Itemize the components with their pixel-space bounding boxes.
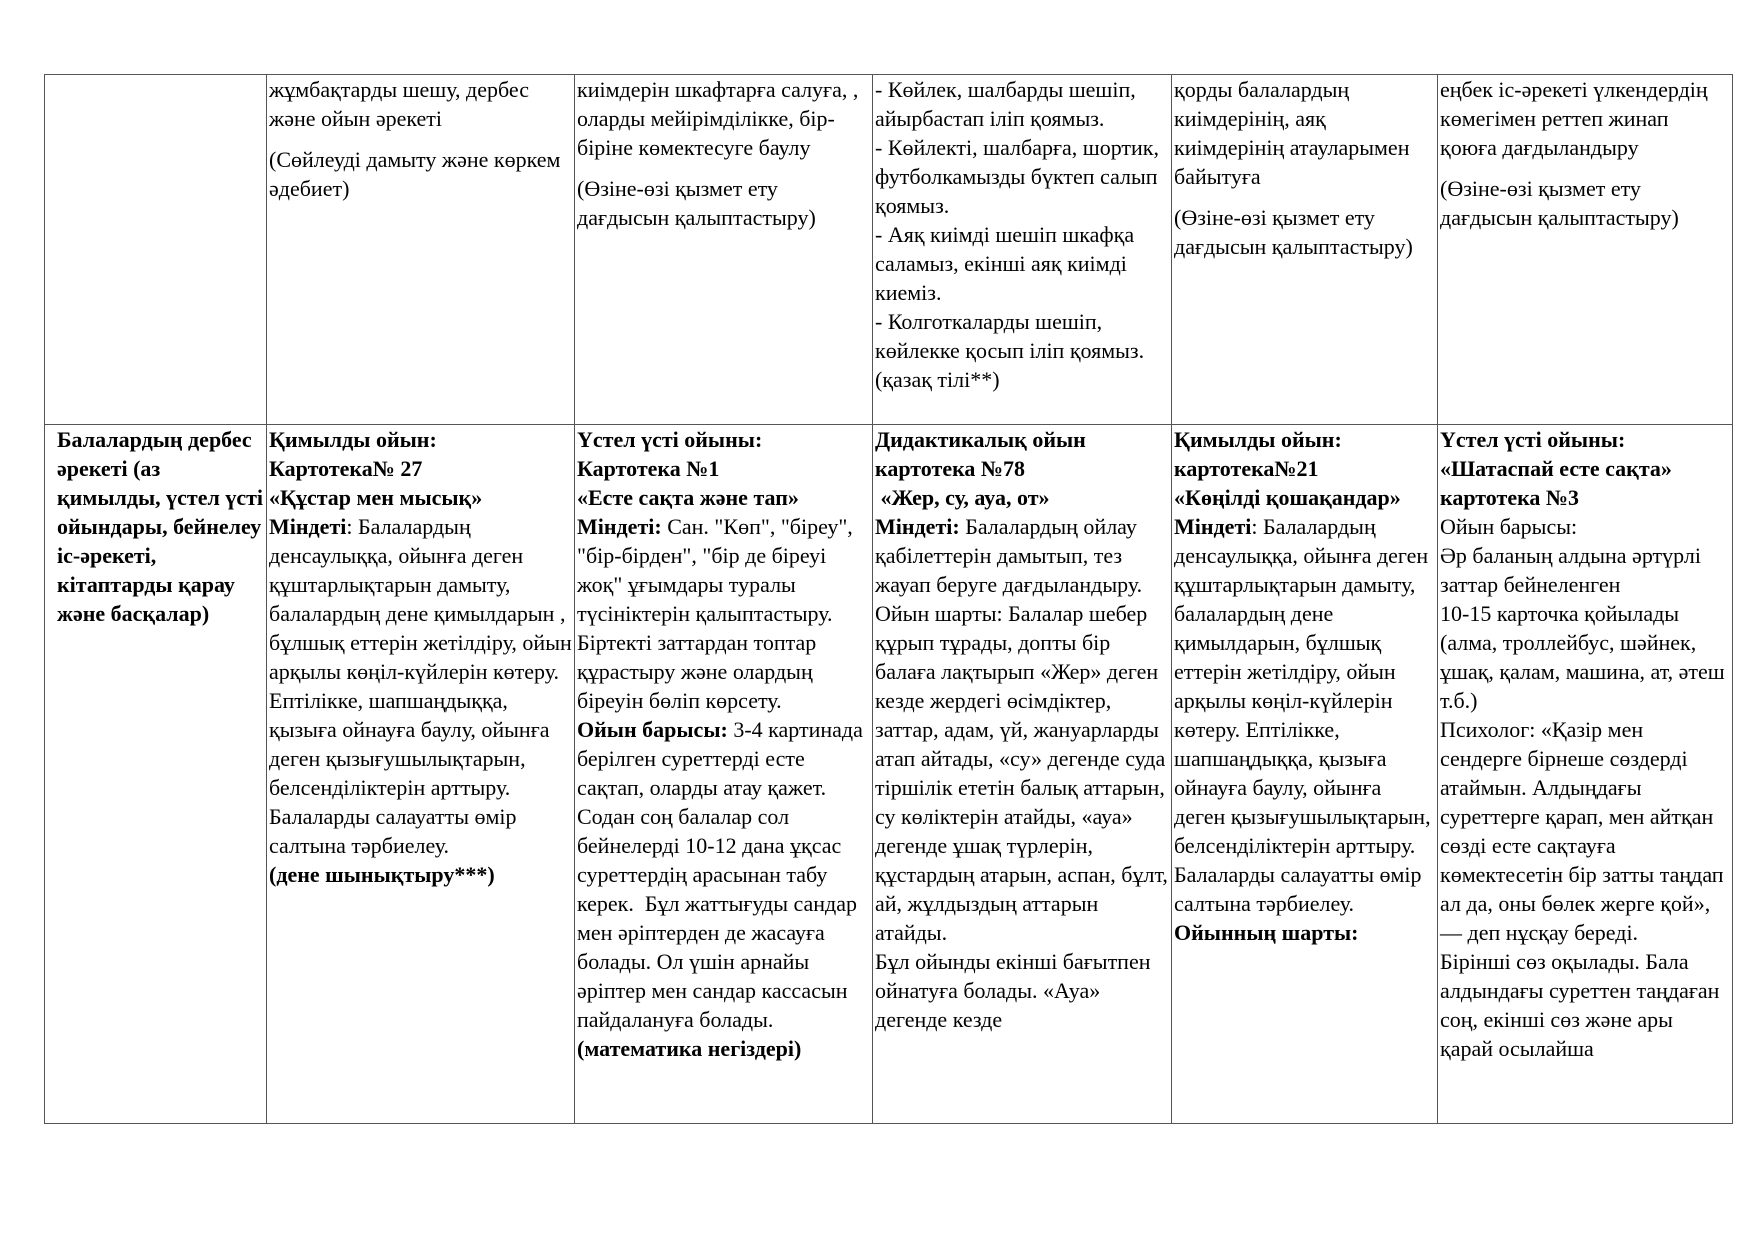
task-paragraph [875,512,1169,599]
cell-subject: (Сөйлеуді дамыту және көркем әдебиет) [269,147,566,201]
task-text: : Балалардың денсаулыққа, ойынға деген құштарлықтарын дамыту, балалардың дене қимылдарын, бұлшық еттерін жетілдіру, ойын арқылы көңіл-күйлерін көтеру. Ептілікке, шапшаңдыққа, қызыға ойнауға баулу, ойынға деген қызығушылықтарын, белсенділіктерін арттыру. Балаларды салауатты өмір салтына тәрбиелеу. [1174,514,1437,916]
table-cell [575,425,873,1124]
table-cell [1172,425,1438,1124]
cell-text: еңбек іс-әрекеті үлкендердің көмегімен реттеп жинап қоюға дағдыландыру [1440,77,1714,160]
table-cell [1438,75,1733,425]
row-label: Балалардың дербес әрекеті (аз қимылды, үстел үсті ойындары, бейнелеу іс-әрекеті, кітаптарды қарау және басқалар) [57,427,269,626]
play-text: 3-4 картинада берілген суреттерді есте сақтап, оларды атау қажет. Содан соң балалар сол бейнелерді 10-12 дана ұқсас суреттердің арасынан табу керек. Бұл жаттығуды сандар мен әріптерден де жасауға болады. Ол үшін арнайы әріптер мен сандар кассасын пайдалануға болады. [577,717,869,1032]
cell-subject: (Өзіне-өзі қызмет ету дағдысын қалыптастыру) [1440,176,1679,230]
game-procedure-text: Ойын барысы: Әр баланың алдына әртүрлі заттар бейнеленген 10-15 карточка қойылады (алма, троллейбус, шәйнек, ұшақ, қалам, машина, ат, әтеш т.б.) Психолог: «Қазір мен сендерге бірнеше сөздерді атаймын. Алдыңдағы суреттерге қарап, мен айтқан сөзді есте сақтауға көмектесетін бір затты таңдап ал да, оны бөлек жерге қой», — деп нұсқау береді. Бірінші сөз оқылады. Бала алдындағы суреттен таңдаған соң, екінші сөз және ары қарай осылайша [1440,514,1725,1061]
row-label-cell [45,75,267,425]
game-rules-text: Ойын шарты: Балалар шебер құрып тұрады, допты бір балаға лақтырып «Жер» деген кезде жердегі өсімдіктер, заттар, адам, үй, жануарларды атап айтады, «су» дегенде суда тіршілік ететін балық аттарын, су көліктерін атайды, «ауа» дегенде ұшақ түрлерін, құстардың атарын, аспан, бұлт, ай, жұлдыздың аттарын атайды. Бұл ойынды екінші бағытпен ойнатуға болады. «Ауа» дегенде кезде [875,601,1168,1032]
subject-area: (дене шынықтыру***) [269,862,495,887]
table-cell [873,425,1172,1124]
card-number: картотека№21 [1174,456,1319,481]
task-label: Міндеті: [577,514,662,539]
task-text: Сан. "Көп", "біреу", "бір-бірден", "бір де біреуі жоқ" ұғымдары туралы түсініктерін қалыптастыру. Біртекті заттардан топтар құрастыру және олардың біреуін бөліп көрсету. [577,514,859,713]
cell-text: жұмбақтарды шешу, дербес және ойын әрекеті [269,77,535,131]
cell-text: - Аяқ киімді шешіп шкафқа саламыз, екінші аяқ киімді киеміз. [875,222,1140,305]
game-title: «Шатаспай есте сақта» [1440,456,1672,481]
card-number: Картотека №1 [577,456,720,481]
cell-text: - Көйлек, шалбарды шешіп, айырбастап іліп қоямыз. [875,77,1142,131]
task-text: Балалардың ойлау қабілеттерін дамытып, тез жауап беруге дағдыландыру. [875,514,1143,597]
rules-label: Ойынның шарты: [1174,920,1359,945]
play-paragraph [577,715,870,1034]
card-number: картотека №78 [875,456,1026,481]
cell-subject: (Өзіне-өзі қызмет ету дағдысын қалыптастыру) [1174,205,1413,259]
cell-subject: (Өзіне-өзі қызмет ету дағдысын қалыптастыру) [577,176,816,230]
game-type: Дидактикалық ойын [875,427,1086,452]
task-text: : Балалардың денсаулыққа, ойынға деген құштарлықтарын дамыту, балалардың дене қимылдарын , бұлшық еттерін жетілдіру, ойын арқылы көңіл-күйлерін көтеру. Ептілікке, шапшаңдыққа, қызыға ойнауға баулу, ойынға деген қызығушылықтарын, белсенділіктерін арттыру. Балаларды салауатты өмір салтына тәрбиелеу. [269,514,578,858]
game-type: Үстел үсті ойыны: [577,427,763,452]
card-number: картотека №3 [1440,485,1580,510]
game-title: «Көңілді қошақандар» [1174,485,1401,510]
card-number: Картотека№ 27 [269,456,423,481]
table-cell [1172,75,1438,425]
schedule-table [44,74,1733,1124]
task-paragraph [1174,512,1435,918]
game-title: «Құстар мен мысық» [269,485,483,510]
task-paragraph [577,512,870,715]
game-type: Үстел үсті ойыны: [1440,427,1626,452]
cell-text: - Колготкаларды шешіп, көйлекке қосып іліп қоямыз. (қазақ тілі**) [875,309,1156,392]
task-label: Міндеті: [875,514,960,539]
table-cell [1438,425,1733,1124]
game-title: «Есте сақта және тап» [577,485,799,510]
table-row [45,75,1733,425]
play-label: Ойын барысы: [577,717,728,742]
cell-text: қорды балалардың киімдерінің, аяқ киімдерінің атауларымен байытуға [1174,77,1415,189]
task-label: Міндеті [269,514,347,539]
game-type: Қимылды ойын: [1174,427,1342,452]
task-paragraph [269,512,578,860]
task-label: Міндеті [1174,514,1252,539]
game-title: «Жер, су, ауа, от» [875,485,1050,510]
table-row [45,425,1733,1124]
table-cell [267,425,578,1124]
game-type: Қимылды ойын: [269,427,437,452]
cell-text: - Көйлекті, шалбарға, шортик, футболкамызды бүктеп салып қоямыз. [875,135,1165,218]
subject-area: (математика негіздері) [577,1036,802,1061]
table-cell [267,75,575,425]
row-label-cell [45,425,267,1124]
table-cell [873,75,1172,425]
cell-text: киімдерін шкафтарға салуға, , оларды мейірімділікке, бір-біріне көмектесуге баулу [577,77,864,160]
table-cell [575,75,873,425]
